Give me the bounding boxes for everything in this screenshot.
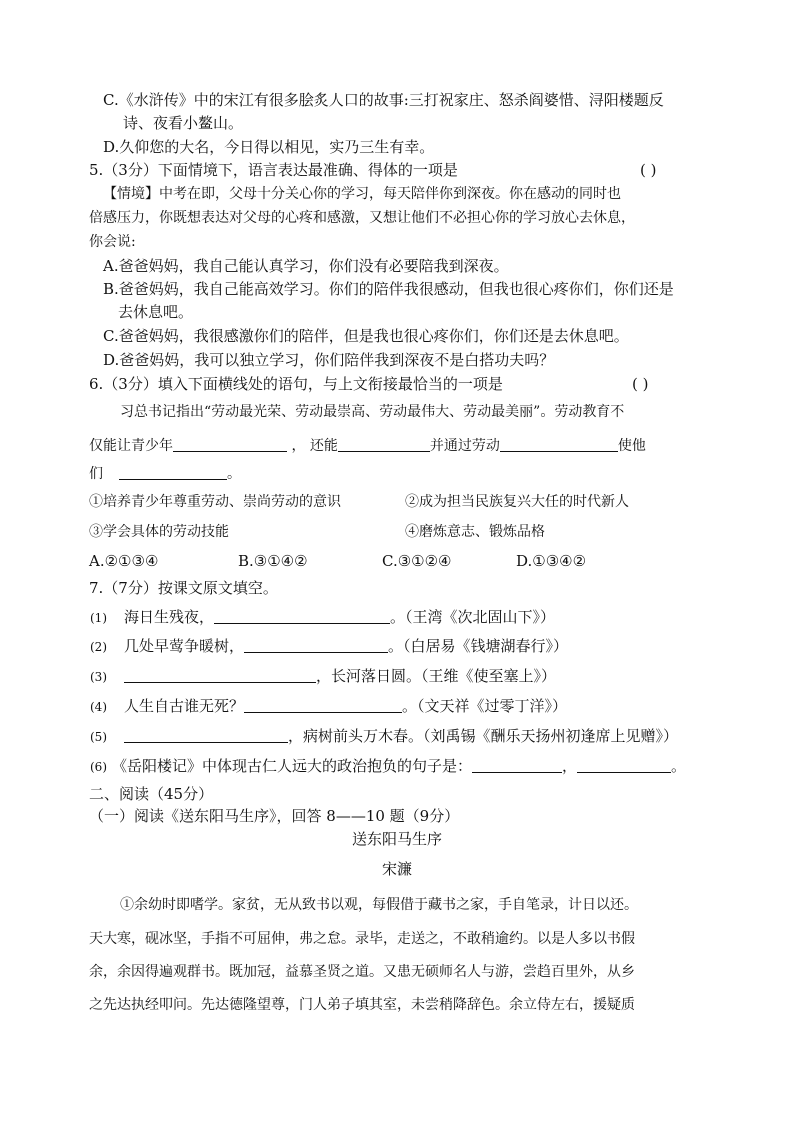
q7-item-suffix: ，病树前头万木春。（刘禹锡《酬乐天扬州初逢席上见赠》） xyxy=(288,727,679,745)
q7-item-suffix: 。（文天祥《过零丁洋》） xyxy=(402,697,568,715)
q6-text-line2 xyxy=(89,436,646,456)
q7-item-6 xyxy=(90,756,686,777)
q7-item-3 xyxy=(90,666,556,687)
q6-answer-paren: ( ) xyxy=(632,375,649,393)
q7-blank-5[interactable] xyxy=(124,727,288,743)
q6-option-1: ①培养青少年尊重劳动、崇尚劳动的意识 xyxy=(89,494,341,510)
section2-subheading: （一）阅读《送东阳马生序》，回答 8——10 题（9分） xyxy=(89,807,460,825)
q5-option-a: A.爸爸妈妈，我自己能认真学习，你们没有必要陪我到深夜。 xyxy=(103,257,509,275)
q5-option-b-line2: 去休息吧。 xyxy=(118,303,194,321)
q5-option-b-line1: B.爸爸妈妈，我自己能高效学习。你们的陪伴我很感动，但我也很心疼你们，你们还是 xyxy=(103,280,674,298)
q7-item-number: (5) xyxy=(90,730,107,744)
section2-heading: 二、阅读（45分） xyxy=(89,785,214,803)
q7-item-separator: ， xyxy=(562,757,578,775)
q6-choice-c: C.③①②④ xyxy=(382,552,452,570)
q7-item-5 xyxy=(90,726,678,747)
q7-item-suffix: 。（白居易《钱塘湖春行》） xyxy=(388,637,569,655)
passage-line3: 余，余因得遍观群书。既加冠，益慕圣贤之道。又患无硕师名人与游，尝趋百里外，从乡 xyxy=(89,964,635,980)
q6-text-part-f: 。 xyxy=(227,466,241,482)
q5-context-line1: 【情境】中考在即，父母十分关心你的学习，每天陪伴你到深夜。你在感动的同时也 xyxy=(103,186,621,202)
q7-item-prefix: 几处早莺争暖树， xyxy=(124,637,245,655)
q5-context-line2: 倍感压力，你既想表达对父母的心疼和感激，又想让他们不必担心你的学习放心去休息， xyxy=(89,210,635,226)
q6-option-4: ④磨炼意志、锻炼品格 xyxy=(405,524,545,540)
q7-blank-7[interactable] xyxy=(577,757,671,773)
q6-stem: 6.（3分）填入下面横线处的语句，与上文衔接最恰当的一项是 xyxy=(89,375,503,393)
q6-blank-3[interactable] xyxy=(500,436,618,452)
q6-choice-d: D.①③④② xyxy=(516,552,587,570)
q7-item-prefix: 《岳阳楼记》中体现古仁人远大的政治抱负的句子是： xyxy=(112,757,473,775)
q4-option-d: D.久仰您的大名，今日得以相见，实乃三生有幸。 xyxy=(103,138,435,156)
passage-line4: 之先达执经叩问。先达德隆望尊，门人弟子填其室，未尝稍降辞色。余立侍左右，援疑质 xyxy=(89,997,635,1013)
q6-blank-4[interactable] xyxy=(119,464,227,480)
q7-item-1 xyxy=(90,607,555,628)
q7-item-number: (1) xyxy=(90,611,107,625)
q7-blank-1[interactable] xyxy=(214,608,390,624)
q7-blank-2[interactable] xyxy=(244,637,388,653)
q7-item-2 xyxy=(90,636,568,657)
q5-option-c: C.爸爸妈妈，我很感激你们的陪伴，但是我也很心疼你们，你们还是去休息吧。 xyxy=(103,327,629,345)
q6-text-part-c: 并通过劳动 xyxy=(429,438,500,454)
q7-item-prefix: 人生自古谁无死？ xyxy=(124,697,245,715)
passage-title: 送东阳马生序 xyxy=(351,830,442,848)
q6-option-3: ③学会具体的劳动技能 xyxy=(89,524,229,540)
q5-context-line3: 你会说: xyxy=(89,234,136,250)
q7-blank-4[interactable] xyxy=(244,697,402,713)
q7-stem: 7.（7分）按课文原文填空。 xyxy=(89,579,278,597)
q7-item-prefix: 海日生残夜， xyxy=(124,608,215,626)
q7-item-number: (6) xyxy=(90,760,107,774)
q6-text-part-d: 使他 xyxy=(617,438,646,454)
q7-item-suffix: ，长河落日圆。（王维《使至塞上》） xyxy=(316,667,557,685)
q6-blank-2[interactable] xyxy=(338,436,430,452)
passage-line1: ①余幼时即嗜学。家贫，无从致书以观，每假借于藏书之家，手自笔录，计日以还。 xyxy=(120,897,638,913)
q6-option-2: ②成为担当民族复兴大任的时代新人 xyxy=(405,494,629,510)
q6-text-part-b: ， 还能 xyxy=(291,438,338,454)
q4-option-c-line2: 诗、夜看小鳌山。 xyxy=(123,114,244,132)
q5-answer-paren: ( ) xyxy=(640,161,657,179)
q4-option-c-line1: C.《水浒传》中的宋江有很多脍炙人口的故事:三打祝家庄、怒杀阎婆惜、浔阳楼题反 xyxy=(103,91,664,109)
q6-text-part-a: 仅能让青少年 xyxy=(89,438,173,454)
q6-choice-b: B.③①④② xyxy=(238,552,308,570)
q7-blank-6[interactable] xyxy=(472,757,562,773)
q7-item-suffix: 。 xyxy=(671,757,687,775)
q6-text-part-e: 们 xyxy=(89,466,103,482)
q7-item-number: (3) xyxy=(90,670,107,684)
q6-text-line1: 习总书记指出“劳动最光荣、劳动最崇高、劳动最伟大、劳动最美丽”。劳动教育不 xyxy=(120,404,625,420)
passage-line2: 天大寒，砚冰坚，手指不可屈伸，弗之怠。录毕，走送之，不敢稍逾约。以是人多以书假 xyxy=(89,931,635,947)
q7-blank-3[interactable] xyxy=(124,667,316,683)
q6-blank-1[interactable] xyxy=(173,436,287,452)
q7-item-4 xyxy=(90,696,567,717)
q5-option-d: D.爸爸妈妈，我可以独立学习，你们陪伴我到深夜不是白搭功夫吗？ xyxy=(103,351,555,369)
q7-item-number: (2) xyxy=(90,640,107,654)
q6-choice-a: A.②①③④ xyxy=(89,552,159,570)
passage-author: 宋濂 xyxy=(381,860,412,878)
q6-text-line3 xyxy=(89,464,241,484)
q7-item-suffix: 。（王湾《次北固山下》） xyxy=(390,608,556,626)
q5-stem: 5.（3分）下面情境下，语言表达最准确、得体的一项是 xyxy=(89,161,458,179)
q7-item-number: (4) xyxy=(90,700,107,714)
